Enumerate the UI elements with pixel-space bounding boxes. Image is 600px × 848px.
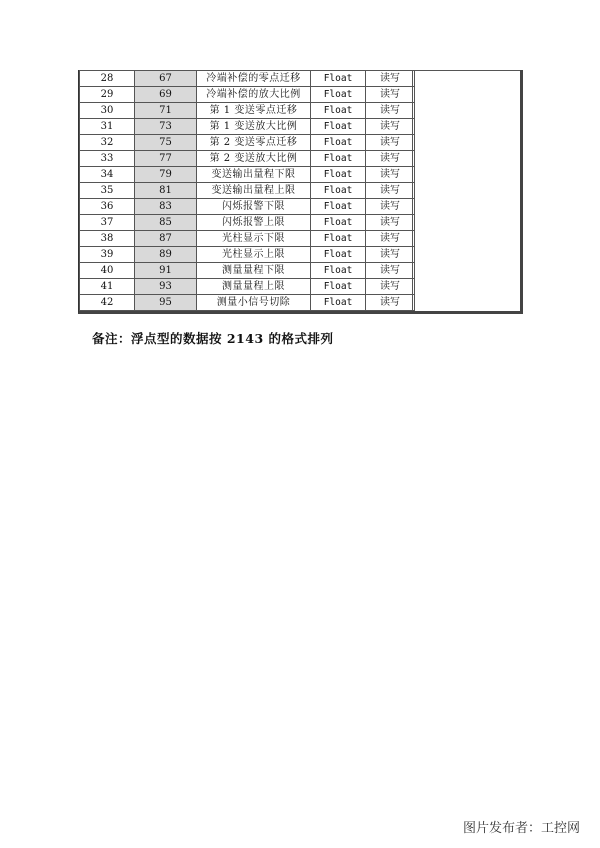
row-number-cell: 40: [80, 263, 135, 279]
table-row: [80, 151, 415, 167]
address-cell: 85: [135, 215, 197, 231]
data-type-cell: Float: [311, 199, 366, 215]
table-row: [80, 231, 415, 247]
table-row: [80, 103, 415, 119]
address-cell: 67: [135, 71, 197, 87]
row-number-cell: 37: [80, 215, 135, 231]
data-type-cell: Float: [311, 263, 366, 279]
table-row: [80, 71, 415, 87]
address-cell: 87: [135, 231, 197, 247]
address-cell: 77: [135, 151, 197, 167]
data-type-cell: Float: [311, 167, 366, 183]
parameter-name-cell: 测量小信号切除: [197, 295, 311, 311]
row-number-cell: 31: [80, 119, 135, 135]
data-type-cell: Float: [311, 295, 366, 311]
data-type-cell: Float: [311, 183, 366, 199]
parameter-name-cell: 测量量程下限: [197, 263, 311, 279]
parameter-name-cell: 第 2 变送零点迁移: [197, 135, 311, 151]
table-row: [80, 87, 415, 103]
footnote: 备注：浮点型的数据按 2143 的格式排列: [92, 331, 334, 346]
register-table-frame: [78, 70, 523, 314]
data-type-cell: Float: [311, 231, 366, 247]
data-type-cell: Float: [311, 279, 366, 295]
parameter-name-cell: 闪烁报警下限: [197, 199, 311, 215]
row-number-cell: 30: [80, 103, 135, 119]
data-type-cell: Float: [311, 215, 366, 231]
parameter-name-cell: 第 1 变送零点迁移: [197, 103, 311, 119]
row-number-cell: 34: [80, 167, 135, 183]
access-cell: 读写: [366, 71, 415, 87]
table-row: [80, 215, 415, 231]
access-cell: 读写: [366, 135, 415, 151]
address-cell: 81: [135, 183, 197, 199]
address-cell: 69: [135, 87, 197, 103]
address-cell: 73: [135, 119, 197, 135]
parameter-name-cell: 测量量程上限: [197, 279, 311, 295]
table-row: [80, 183, 415, 199]
parameter-name-cell: 冷端补偿的放大比例: [197, 87, 311, 103]
address-cell: 71: [135, 103, 197, 119]
access-cell: 读写: [366, 215, 415, 231]
table-blank-column: [412, 70, 520, 311]
data-type-cell: Float: [311, 151, 366, 167]
address-cell: 91: [135, 263, 197, 279]
table-row: [80, 135, 415, 151]
table-row: [80, 295, 415, 311]
access-cell: 读写: [366, 279, 415, 295]
publisher-credit: 图片发布者：工控网: [462, 821, 580, 836]
row-number-cell: 33: [80, 151, 135, 167]
row-number-cell: 42: [80, 295, 135, 311]
access-cell: 读写: [366, 199, 415, 215]
access-cell: 读写: [366, 295, 415, 311]
row-number-cell: 32: [80, 135, 135, 151]
table-row: [80, 247, 415, 263]
data-type-cell: Float: [311, 247, 366, 263]
row-number-cell: 29: [80, 87, 135, 103]
parameter-name-cell: 第 1 变送放大比例: [197, 119, 311, 135]
access-cell: 读写: [366, 87, 415, 103]
parameter-name-cell: 光柱显示上限: [197, 247, 311, 263]
table-row: [80, 167, 415, 183]
access-cell: 读写: [366, 167, 415, 183]
address-cell: 95: [135, 295, 197, 311]
data-type-cell: Float: [311, 119, 366, 135]
access-cell: 读写: [366, 247, 415, 263]
row-number-cell: 36: [80, 199, 135, 215]
parameter-name-cell: 变送输出量程下限: [197, 167, 311, 183]
access-cell: 读写: [366, 119, 415, 135]
access-cell: 读写: [366, 263, 415, 279]
data-type-cell: Float: [311, 71, 366, 87]
data-type-cell: Float: [311, 103, 366, 119]
row-number-cell: 39: [80, 247, 135, 263]
row-number-cell: 35: [80, 183, 135, 199]
address-cell: 83: [135, 199, 197, 215]
parameter-name-cell: 冷端补偿的零点迁移: [197, 71, 311, 87]
data-type-cell: Float: [311, 87, 366, 103]
register-table-body: [80, 71, 415, 311]
table-row: [80, 279, 415, 295]
row-number-cell: 28: [80, 71, 135, 87]
address-cell: 93: [135, 279, 197, 295]
access-cell: 读写: [366, 183, 415, 199]
table-row: [80, 119, 415, 135]
access-cell: 读写: [366, 103, 415, 119]
address-cell: 75: [135, 135, 197, 151]
parameter-name-cell: 闪烁报警上限: [197, 215, 311, 231]
access-cell: 读写: [366, 151, 415, 167]
address-cell: 79: [135, 167, 197, 183]
table-row: [80, 263, 415, 279]
register-table: [79, 70, 415, 311]
access-cell: 读写: [366, 231, 415, 247]
parameter-name-cell: 变送输出量程上限: [197, 183, 311, 199]
parameter-name-cell: 第 2 变送放大比例: [197, 151, 311, 167]
row-number-cell: 38: [80, 231, 135, 247]
data-type-cell: Float: [311, 135, 366, 151]
table-row: [80, 199, 415, 215]
row-number-cell: 41: [80, 279, 135, 295]
address-cell: 89: [135, 247, 197, 263]
parameter-name-cell: 光柱显示下限: [197, 231, 311, 247]
